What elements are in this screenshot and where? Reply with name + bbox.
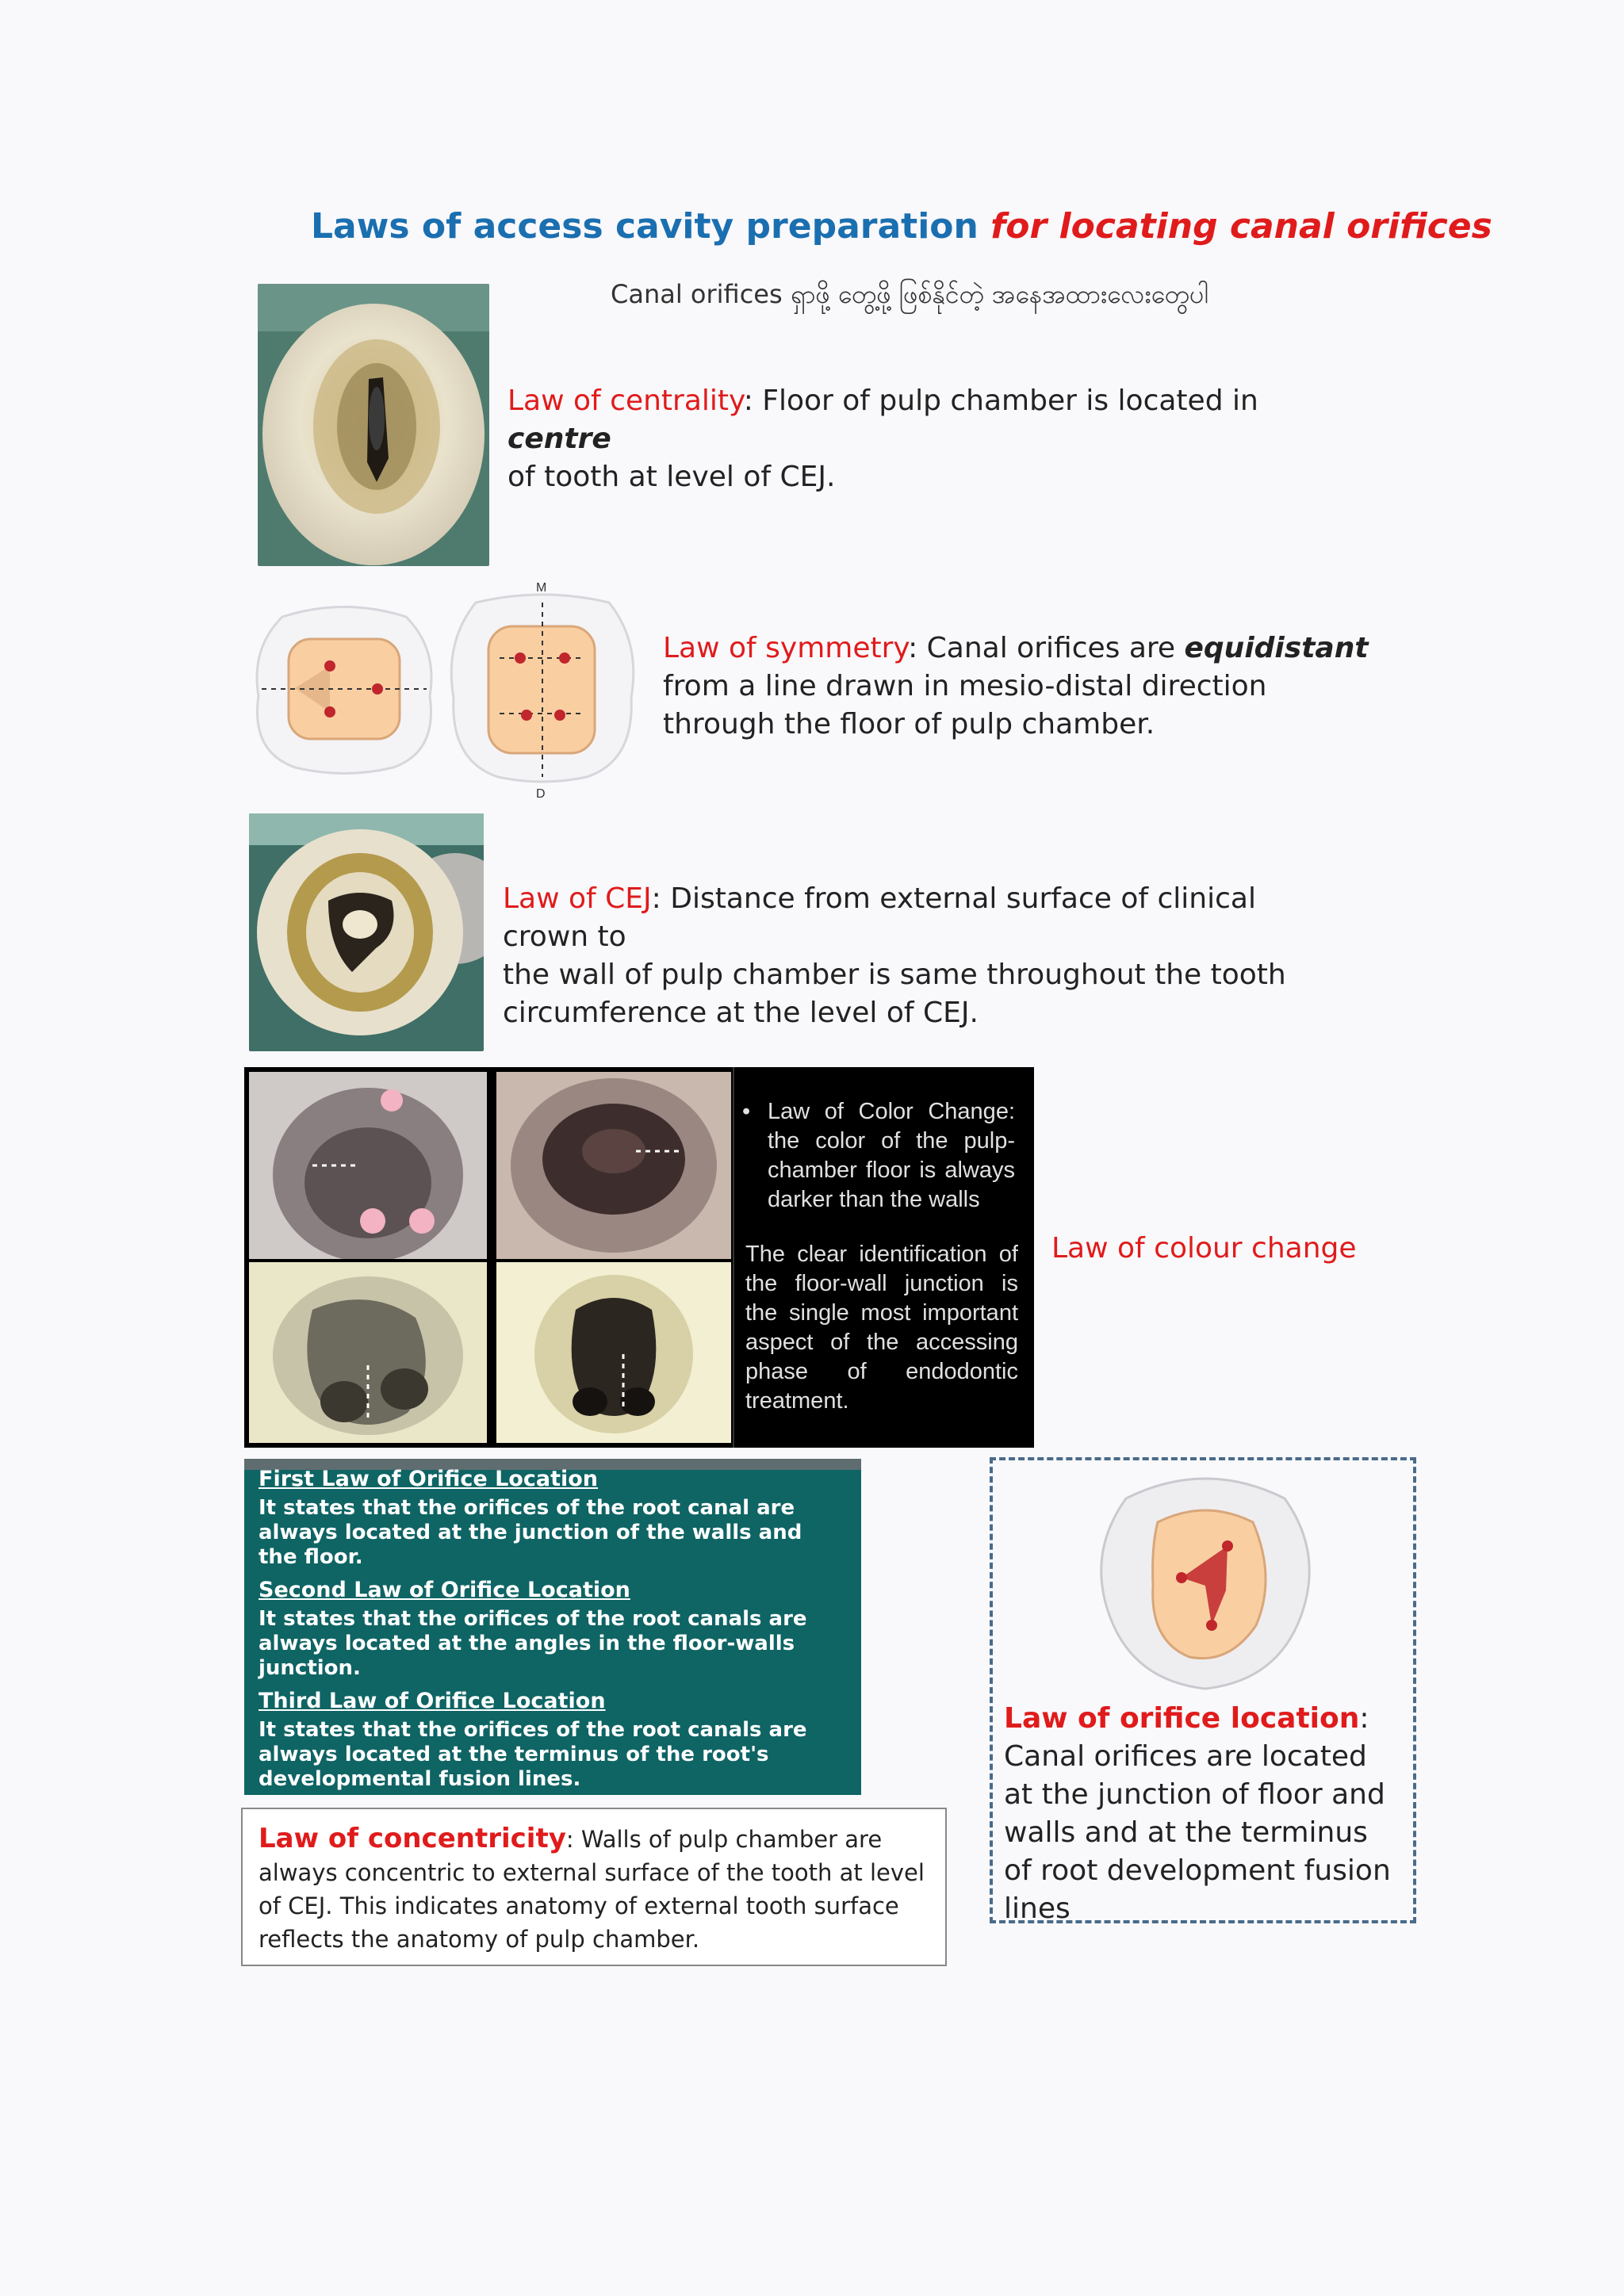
orifice-law-3-heading: Third Law of Orifice Location xyxy=(259,1689,606,1713)
orifice-location-text: Law of orifice location: Canal orifices are located at the junction of floor and walls and at the terminus of root development fusion lines xyxy=(1004,1702,1391,1925)
centrality-photo xyxy=(258,284,489,566)
color-change-panel xyxy=(244,1067,1034,1448)
orifice-law-1-text: It states that the orifices of the root canal are always located at the junction of the walls and the floor. xyxy=(259,1496,802,1569)
centrality-text: Law of centrality: Floor of pulp chamber is located in centre of tooth at level of CEJ. xyxy=(508,385,1258,493)
orifice-tooth-diagram xyxy=(1086,1467,1324,1697)
cej-photo xyxy=(249,813,484,1051)
concentricity-label: Law of concentricity xyxy=(259,1823,566,1854)
symmetry-diagram-1 xyxy=(251,601,438,777)
symmetry-label: Law of symmetry xyxy=(663,632,909,664)
mark-d: D xyxy=(536,787,546,801)
orifice-location-label: Law of orifice location xyxy=(1004,1702,1360,1735)
cej-label: Law of CEJ xyxy=(503,882,652,915)
symmetry-emph: equidistant xyxy=(1184,632,1369,664)
cej-text: Law of CEJ: Distance from external surface of clinical crown to the wall of pulp chamber is same throughout the tooth circumference at the level of CEJ. xyxy=(503,882,1286,1029)
color-change-bullet: Law of Color Change: the color of the pulp-chamber floor is always darker than the walls xyxy=(768,1099,1015,1212)
orifice-law-2-text: It states that the orifices of the root canals are always located at the angles in the floor-walls junction. xyxy=(259,1607,807,1680)
orifice-law-3-text: It states that the orifices of the root canals are always located at the terminus of the root's developmental fusion lines. xyxy=(259,1718,807,1791)
orifice-law-1-heading: First Law of Orifice Location xyxy=(259,1467,599,1491)
title-part1: Laws of access cavity preparation xyxy=(311,206,979,247)
bullet-dot: • xyxy=(742,1099,751,1124)
concentricity-text: : Walls of pulp chamber are always concentric to external surface of the tooth at level of CEJ. This indicates anatomy of external tooth surface reflects the anatomy of pulp chamber. xyxy=(259,1826,925,1953)
page-title xyxy=(311,206,1492,262)
mark-m: M xyxy=(536,581,547,595)
orifice-laws-panel xyxy=(244,1459,861,1795)
centrality-emph: centre xyxy=(508,423,611,455)
symmetry-text: Law of symmetry: Canal orifices are equidistant from a line drawn in mesio-distal direction through the floor of pulp chamber. xyxy=(663,632,1369,740)
subtitle: Canal orifices ရှာဖို့ တွေ့ဖို့ ဖြစ်နိုင်တဲ့ အနေအထားလေးတွေပါ xyxy=(611,279,1208,309)
color-change-photo-4 xyxy=(496,1262,731,1443)
centrality-label: Law of centrality xyxy=(508,385,744,417)
color-change-photo-1 xyxy=(249,1072,487,1259)
color-change-label: Law of colour change xyxy=(1051,1232,1357,1265)
symmetry-diagram-2 xyxy=(444,579,641,801)
title-part2: for locating canal orifices xyxy=(990,206,1492,247)
color-change-photo-2 xyxy=(496,1072,731,1259)
orifice-law-2-heading: Second Law of Orifice Location xyxy=(259,1578,630,1602)
color-change-para: The clear identification of the floor-wall junction is the single most important aspect of the accessing phase of endodontic treatment. xyxy=(745,1242,1018,1414)
orifice-location-box xyxy=(990,1457,1416,1923)
color-change-photo-3 xyxy=(249,1262,487,1443)
concentricity-box xyxy=(241,1808,947,1966)
